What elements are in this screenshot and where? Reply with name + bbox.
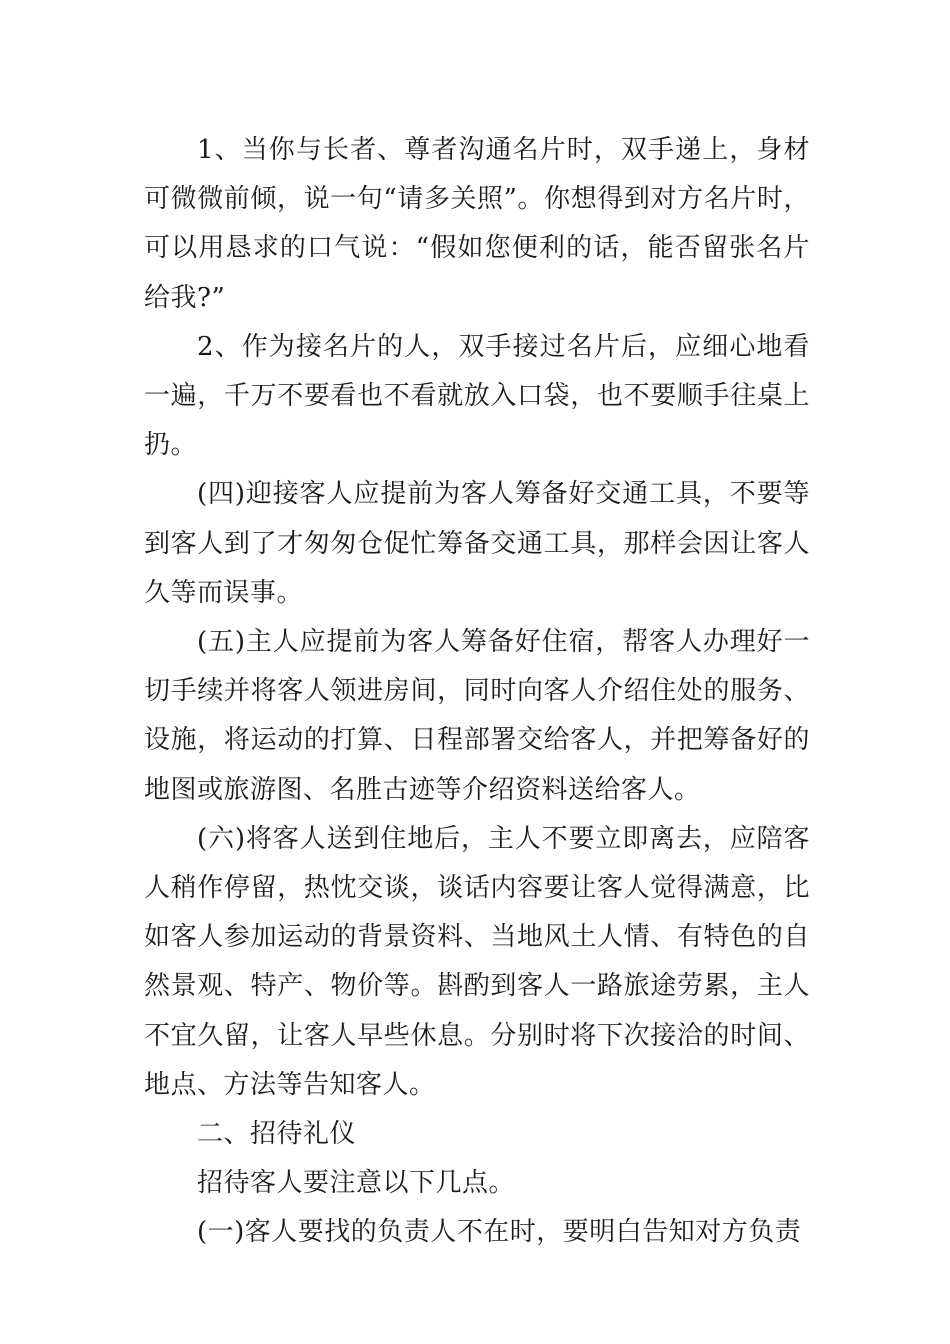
paragraph-accommodation: (五)主人应提前为客人筹备好住宿，帮客人办理好一切手续并将客人领进房间，同时向客人介绍住处的服务、设施，将运动的打算、日程部署交给客人，并把筹备好的地图或旅游图、名胜古迹等介绍资料送给客人。 (144, 627, 810, 805)
document-body (144, 126, 810, 1258)
paragraph-transport: (四)迎接客人应提前为客人筹备好交通工具，不要等到客人到了才匆匆仓促忙筹备交通工具，那样会因让客人久等而误事。 (144, 479, 810, 608)
paragraph-point-1: (一)客人要找的负责人不在时，要明白告知对方负责 (197, 1217, 802, 1248)
section-heading-reception-etiquette: 二、招待礼仪 (197, 1119, 357, 1150)
paragraph-business-card-2: 2、作为接名片的人，双手接过名片后，应细心地看一遍，千万不要看也不看就放入口袋，也不要顺手往桌上扔。 (144, 331, 810, 461)
paragraph-business-card-1: 1、当你与长者、尊者沟通名片时，双手递上，身材可微微前倾，说一句“请多关照”。你想得到对方名片时，可以用恳求的口气说：“假如您便利的话，能否留张名片给我?” (144, 135, 810, 313)
paragraph-accompany-guest: (六)将客人送到住地后，主人不要立即离去，应陪客人稍作停留，热忱交谈，谈话内容要让客人觉得满意，比如客人参加运动的背景资料、当地风土人情、有特色的自然景观、特产、物价等。斟酌到客人一路旅途劳累，主人不宜久留，让客人早些休息。分别时将下次接洽的时间、地点、方法等告知客人。 (144, 823, 810, 1100)
paragraph-intro-points: 招待客人要注意以下几点。 (197, 1168, 516, 1199)
